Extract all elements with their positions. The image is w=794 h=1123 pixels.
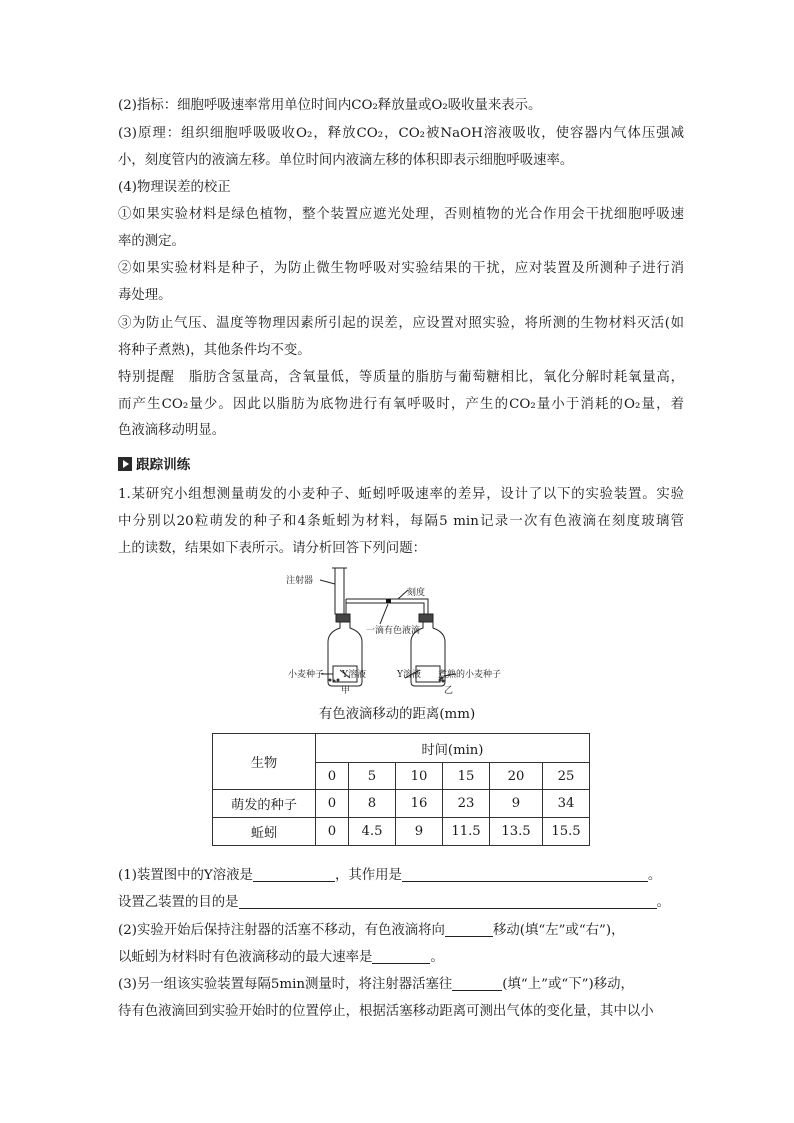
correction-2-line-1: ②如果实验材料是种子，为防止微生物呼吸对实验结果的干扰，应对装置及所测种子进行消 <box>118 261 684 276</box>
play-triangle-icon <box>118 457 132 471</box>
value-cell: 0 <box>316 790 349 818</box>
row-name-cell: 萌发的种子 <box>213 790 316 818</box>
q1b-end: 。 <box>656 895 670 910</box>
apparatus-figure <box>280 566 520 700</box>
table-caption: 有色液滴移动的距离(mm) <box>318 707 476 722</box>
value-cell: 16 <box>396 790 443 818</box>
q2b-end: 。 <box>430 950 444 965</box>
drop-label: 一滴有色液滴 <box>366 626 421 636</box>
row-name-cell: 蚯蚓 <box>213 818 316 846</box>
drop-leader-line <box>380 604 388 624</box>
time-header: 时间(min) <box>316 734 590 763</box>
value-cell: 13.5 <box>490 818 543 846</box>
table-row <box>213 818 590 846</box>
syringe-leader-line <box>320 580 335 584</box>
correction-3-line-2: 将种子煮熟)，其他条件均不变。 <box>118 343 311 358</box>
q3-line-2: 待有色液滴回到实验开始时的位置停止，根据活塞移动距离可测出气体的变化量，其中以小 <box>118 1004 654 1019</box>
q3-prefix: (3)另一组该实验装置每隔5min测量时，将注射器活塞往 <box>118 977 453 992</box>
time-cell: 5 <box>349 763 396 790</box>
tip-line-1: 特别提醒 脂肪含氢量高，含氧量低，等质量的脂肪与葡萄糖相比，氧化分解时耗氧量高， <box>118 370 684 385</box>
question-line-1: 1.某研究小组想测量萌发的小麦种子、蚯蚓呼吸速率的差异，设计了以下的实验装置。实验 <box>118 487 684 502</box>
value-cell: 11.5 <box>443 818 490 846</box>
colored-drop <box>386 599 391 603</box>
q2-prefix: (2)实验开始后保持注射器的活塞不移动，有色液滴将向 <box>118 923 445 938</box>
syringe-barrel <box>335 568 344 614</box>
correction-title: (4)物理误差的校正 <box>118 180 231 195</box>
y-solution-right-label: Y溶液 <box>397 670 421 680</box>
value-cell: 23 <box>443 790 490 818</box>
device-yi-label: 乙 <box>444 686 454 696</box>
left-bottle-stopper <box>336 614 350 622</box>
time-cell: 20 <box>490 763 543 790</box>
q1-line-1 <box>118 866 684 886</box>
value-cell: 34 <box>543 790 590 818</box>
scale-label: 刻度 <box>407 588 426 598</box>
wheat-seed-label: 小麦种子 <box>288 670 325 680</box>
q1-middle: ，其作用是 <box>334 868 402 883</box>
time-cell: 10 <box>396 763 443 790</box>
answer-blank-y-solution[interactable] <box>253 867 335 882</box>
time-cell: 25 <box>543 763 590 790</box>
value-cell: 15.5 <box>543 818 590 846</box>
q2-line-2 <box>118 948 684 968</box>
principle-line-2: 小，刻度管内的液滴左移。单位时间内液滴左移的体积即表示细胞呼吸速率。 <box>118 153 574 168</box>
q3-suffix: (填“上”或“下”)移动， <box>502 977 634 992</box>
device-jia-label: 甲 <box>341 686 351 696</box>
syringe-label: 注射器 <box>286 576 314 586</box>
answer-blank-y-function[interactable] <box>402 867 648 882</box>
value-cell: 4.5 <box>349 818 396 846</box>
question-line-3: 上的读数，结果如下表所示。请分析回答下列问题： <box>118 541 426 556</box>
section-title: 跟踪训练 <box>136 457 191 473</box>
q1b-prefix: 设置乙装置的目的是 <box>118 895 239 910</box>
q2b-prefix: 以蚯蚓为材料时有色液滴移动的最大速率是 <box>118 950 373 965</box>
right-bottle-stopper <box>419 614 433 622</box>
correction-1-line-1: ①如果实验材料是绿色植物，整个装置应遮光处理，否则植物的光合作用会干扰细胞呼吸速 <box>118 207 684 222</box>
tip-line-2: 而产生CO₂量少。因此以脂肪为底物进行有氧呼吸时，产生的CO₂量小于消耗的O₂量，着 <box>118 397 684 412</box>
tip-line-3: 色液滴移动明显。 <box>118 423 226 438</box>
time-cell: 0 <box>316 763 349 790</box>
value-cell: 9 <box>396 818 443 846</box>
answer-blank-drop-direction[interactable] <box>445 922 493 937</box>
question-line-2: 中分别以20粒萌发的种子和4条蚯蚓为材料，每隔5 min记录一次有色液滴在刻度玻璃管 <box>118 514 684 529</box>
correction-1-line-2: 率的测定。 <box>118 234 185 249</box>
principle-line-1: (3)原理：组织细胞呼吸吸收O₂，释放CO₂，CO₂被NaOH溶液吸收，使容器内气体压强减 <box>118 126 684 141</box>
answer-blank-device-yi-purpose[interactable] <box>239 894 657 909</box>
q1-prefix: (1)装置图中的Y溶液是 <box>118 868 253 883</box>
q1-end: 。 <box>647 868 662 883</box>
answer-blank-max-rate[interactable] <box>372 949 430 964</box>
table-row <box>213 790 590 818</box>
q2-suffix: 移动(填“左”或“右”)， <box>492 923 625 938</box>
value-cell: 8 <box>349 790 396 818</box>
boiled-seed-label: 煮熟的小麦种子 <box>438 670 502 680</box>
indicator-paragraph: (2)指标：细胞呼吸速率常用单位时间内CO₂释放量或O₂吸收量来表示。 <box>118 98 542 113</box>
y-solution-left-label: Y溶液 <box>342 670 366 680</box>
section-heading <box>118 455 190 475</box>
answer-blank-plunger-direction[interactable] <box>452 976 502 991</box>
q1-line-2 <box>118 893 684 913</box>
q3-line-1 <box>118 975 684 995</box>
results-table <box>212 733 590 846</box>
organism-header: 生物 <box>213 734 316 790</box>
correction-3-line-1: ③为防止气压、温度等物理因素所引起的误差，应设置对照实验，将所测的生物材料灭活(如 <box>118 316 684 331</box>
q2-line-1 <box>118 921 684 941</box>
value-cell: 9 <box>490 790 543 818</box>
value-cell: 0 <box>316 818 349 846</box>
correction-2-line-2: 毒处理。 <box>118 288 172 303</box>
time-cell: 15 <box>443 763 490 790</box>
